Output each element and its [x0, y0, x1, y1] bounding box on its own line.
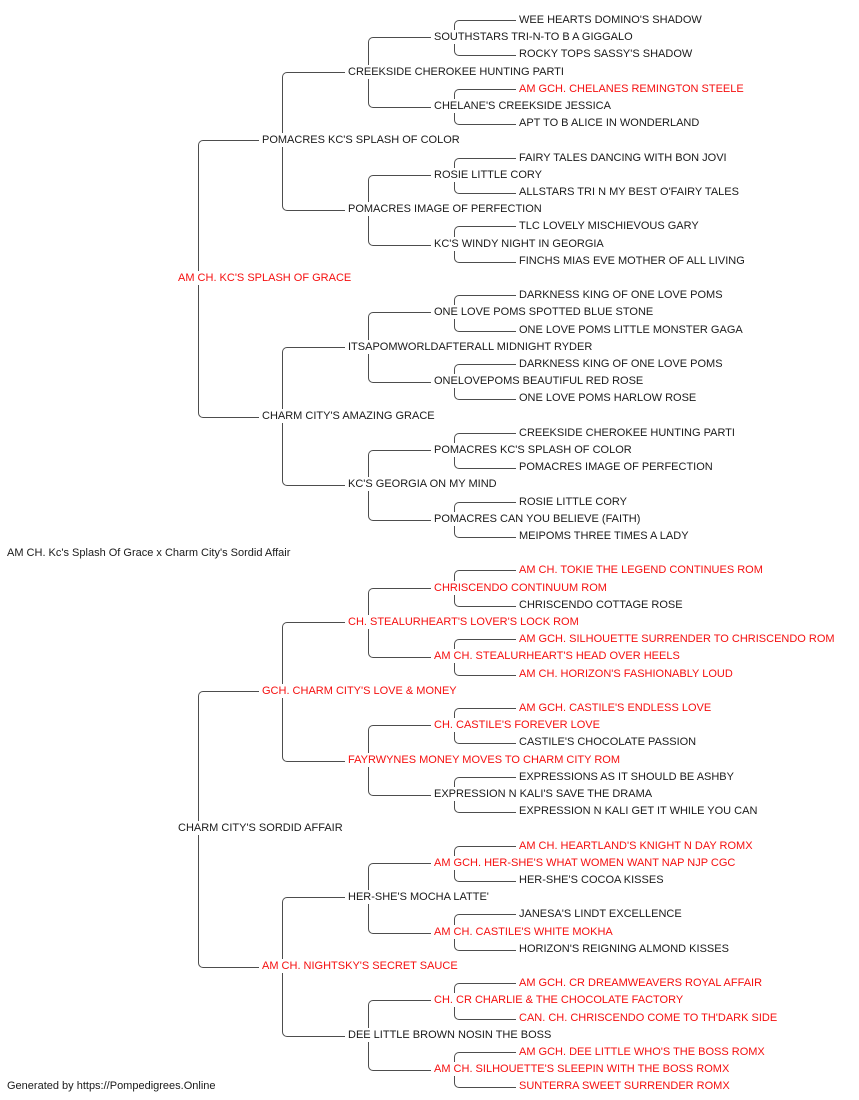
dog-name[interactable]: AM GCH. HER-SHE'S WHAT WOMEN WANT NAP NJP CGC: [434, 856, 736, 869]
dog-name[interactable]: POMACRES KC'S SPLASH OF COLOR: [262, 134, 460, 147]
dog-name[interactable]: HER-SHE'S MOCHA LATTE': [348, 891, 489, 904]
dog-name[interactable]: AM GCH. CASTILE'S ENDLESS LOVE: [519, 702, 712, 714]
dog-name[interactable]: DARKNESS KING OF ONE LOVE POMS: [519, 289, 723, 302]
dog-name[interactable]: AM GCH. DEE LITTLE WHO'S THE BOSS ROMX: [519, 1046, 765, 1058]
dog-name[interactable]: AM GCH. CHELANES REMINGTON STEELE: [519, 82, 744, 95]
dog-name[interactable]: ONE LOVE POMS LITTLE MONSTER GAGA: [519, 323, 743, 336]
dog-name[interactable]: GCH. CHARM CITY'S LOVE & MONEY: [262, 684, 457, 697]
dog-name[interactable]: APT TO B ALICE IN WONDERLAND: [519, 117, 700, 130]
dog-name[interactable]: ALLSTARS TRI N MY BEST O'FAIRY TALES: [519, 186, 739, 198]
dog-name[interactable]: AM CH. HORIZON'S FASHIONABLY LOUD: [519, 667, 733, 680]
dog-name[interactable]: ROSIE LITTLE CORY: [519, 495, 627, 508]
dog-name[interactable]: SOUTHSTARS TRI-N-TO B A GIGGALO: [434, 31, 633, 44]
dog-name[interactable]: ONE LOVE POMS HARLOW ROSE: [519, 392, 697, 405]
dog-name[interactable]: CHARM CITY'S SORDID AFFAIR: [178, 822, 343, 835]
dog-name[interactable]: POMACRES IMAGE OF PERFECTION: [348, 203, 542, 216]
dog-name[interactable]: EXPRESSION N KALI'S SAVE THE DRAMA: [434, 788, 653, 800]
dog-name[interactable]: AM CH. KC'S SPLASH OF GRACE: [178, 272, 352, 284]
dog-name[interactable]: POMACRES CAN YOU BELIEVE (FAITH): [434, 512, 641, 525]
dog-name[interactable]: AM CH. SILHOUETTE'S SLEEPIN WITH THE BOSS ROMX: [434, 1063, 730, 1076]
dog-name[interactable]: WEE HEARTS DOMINO'S SHADOW: [519, 14, 702, 26]
dog-name[interactable]: EXPRESSIONS AS IT SHOULD BE ASHBY: [519, 770, 734, 783]
dog-name[interactable]: CASTILE'S CHOCOLATE PASSION: [519, 736, 697, 749]
dog-name[interactable]: ROCKY TOPS SASSY'S SHADOW: [519, 48, 693, 61]
dog-name[interactable]: POMACRES KC'S SPLASH OF COLOR: [434, 444, 632, 456]
dog-name[interactable]: CHELANE'S CREEKSIDE JESSICA: [434, 100, 611, 112]
dog-name[interactable]: ONE LOVE POMS SPOTTED BLUE STONE: [434, 306, 654, 319]
dog-name[interactable]: AM CH. HEARTLAND'S KNIGHT N DAY ROMX: [519, 839, 753, 852]
dog-name[interactable]: CHARM CITY'S AMAZING GRACE: [262, 409, 435, 422]
dog-name[interactable]: CHRISCENDO COTTAGE ROSE: [519, 598, 683, 611]
dog-name[interactable]: CREEKSIDE CHEROKEE HUNTING PARTI: [348, 65, 564, 78]
dog-name[interactable]: FINCHS MIAS EVE MOTHER OF ALL LIVING: [519, 254, 745, 267]
dog-name[interactable]: FAYRWYNES MONEY MOVES TO CHARM CITY ROM: [348, 753, 620, 766]
dog-name[interactable]: DARKNESS KING OF ONE LOVE POMS: [519, 358, 723, 370]
dog-name[interactable]: AM GCH. CR DREAMWEAVERS ROYAL AFFAIR: [519, 977, 763, 990]
cross-title: AM CH. Kc's Splash Of Grace x Charm City's Sordid Affair: [7, 547, 291, 559]
dog-name[interactable]: HER-SHE'S COCOA KISSES: [519, 874, 664, 886]
dog-name[interactable]: CREEKSIDE CHEROKEE HUNTING PARTI: [519, 426, 735, 439]
dog-name[interactable]: DEE LITTLE BROWN NOSIN THE BOSS: [348, 1028, 552, 1041]
dog-name[interactable]: EXPRESSION N KALI GET IT WHILE YOU CAN: [519, 805, 758, 818]
dog-name[interactable]: HORIZON'S REIGNING ALMOND KISSES: [519, 942, 729, 955]
dog-name[interactable]: ITSAPOMWORLDAFTERALL MIDNIGHT RYDER: [348, 340, 593, 353]
dog-name[interactable]: FAIRY TALES DANCING WITH BON JOVI: [519, 151, 727, 164]
dog-name[interactable]: AM CH. STEALURHEART'S HEAD OVER HEELS: [434, 650, 680, 663]
dog-name[interactable]: SUNTERRA SWEET SURRENDER ROMX: [519, 1080, 730, 1093]
dog-name[interactable]: AM CH. NIGHTSKY'S SECRET SAUCE: [262, 960, 458, 972]
dog-name[interactable]: POMACRES IMAGE OF PERFECTION: [519, 461, 713, 474]
dog-name[interactable]: CAN. CH. CHRISCENDO COME TO TH'DARK SIDE: [519, 1011, 778, 1024]
dog-name[interactable]: CH. CR CHARLIE & THE CHOCOLATE FACTORY: [434, 994, 684, 1007]
dog-name[interactable]: KC'S GEORGIA ON MY MIND: [348, 478, 497, 491]
dog-name[interactable]: ONELOVEPOMS BEAUTIFUL RED ROSE: [434, 375, 644, 388]
dog-name[interactable]: AM GCH. SILHOUETTE SURRENDER TO CHRISCENDO ROM: [519, 633, 835, 646]
dog-name[interactable]: CHRISCENDO CONTINUUM ROM: [434, 581, 607, 594]
dog-name[interactable]: MEIPOMS THREE TIMES A LADY: [519, 530, 689, 542]
generator-credit: Generated by https://Pompedigrees.Online: [7, 1080, 216, 1092]
dog-name[interactable]: AM CH. TOKIE THE LEGEND CONTINUES ROM: [519, 564, 763, 577]
dog-name[interactable]: JANESA'S LINDT EXCELLENCE: [519, 908, 682, 921]
dog-name[interactable]: CH. CASTILE'S FOREVER LOVE: [434, 719, 600, 732]
dog-name[interactable]: AM CH. CASTILE'S WHITE MOKHA: [434, 925, 613, 938]
dog-name[interactable]: ROSIE LITTLE CORY: [434, 168, 542, 181]
dog-name[interactable]: TLC LOVELY MISCHIEVOUS GARY: [519, 220, 699, 233]
dog-name[interactable]: KC'S WINDY NIGHT IN GEORGIA: [434, 237, 604, 250]
dog-name[interactable]: CH. STEALURHEART'S LOVER'S LOCK ROM: [348, 616, 579, 628]
